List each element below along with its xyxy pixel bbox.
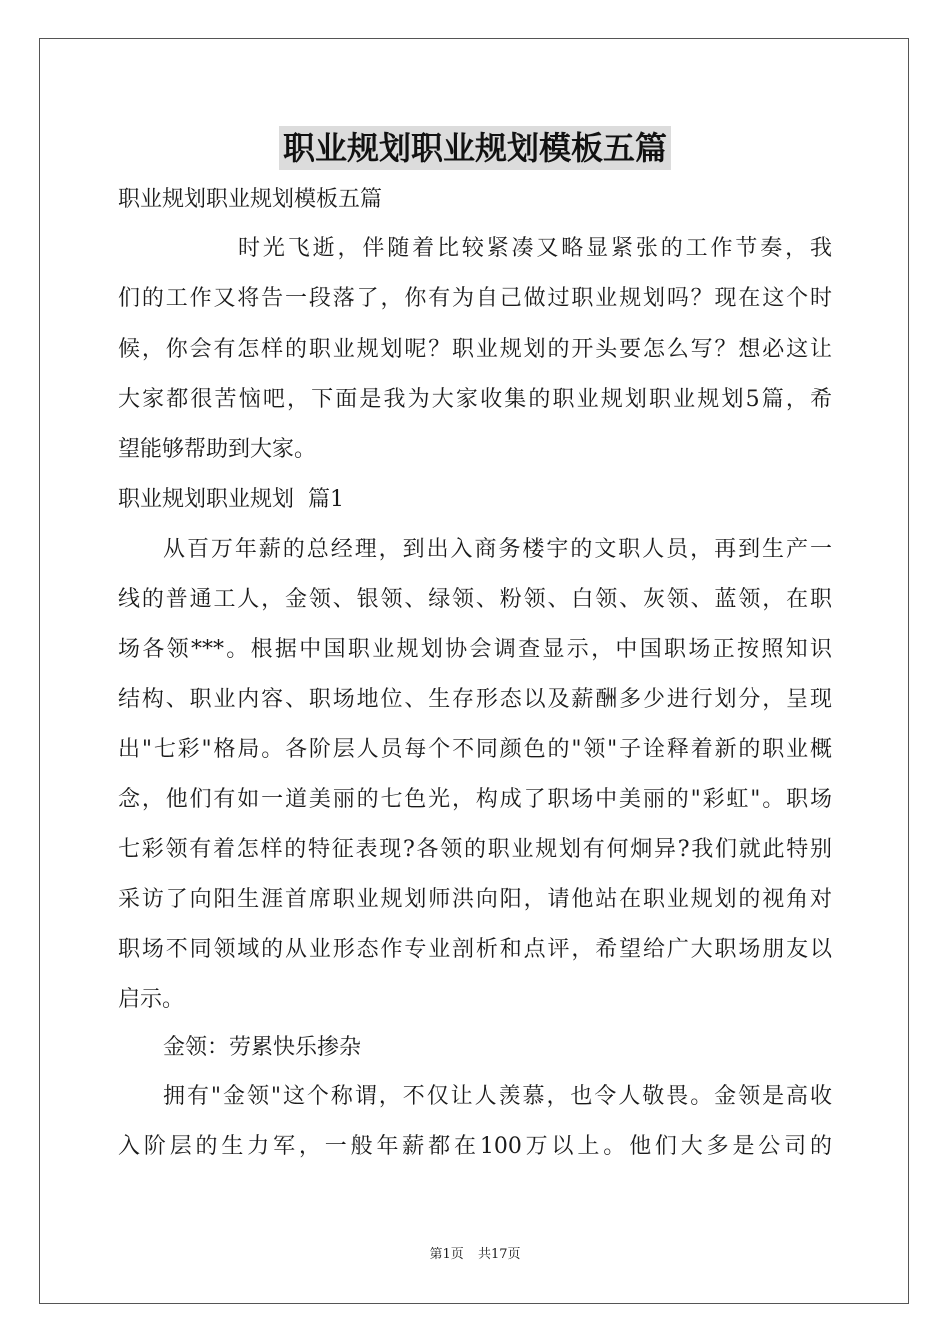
subheading: 金领：劳累快乐掺杂 (163, 1035, 362, 1060)
page-footer (0, 1246, 950, 1264)
section-heading: 职业规划职业规划 篇1 (118, 487, 344, 512)
paragraph-line: 场各领***。根据中国职业规划协会调查显示，中国职场正按照知识 (118, 637, 832, 662)
paragraph-line: 念，他们有如一道美丽的七色光，构成了职场中美丽的"彩虹"。职场 (118, 787, 832, 812)
paragraph-line: 出"七彩"格局。各阶层人员每个不同颜色的"领"子诠释着新的职业概 (118, 737, 832, 762)
paragraph-line: 入阶层的生力军，一般年薪都在100万以上。他们大多是公司的 (118, 1134, 832, 1159)
paragraph-line: 从百万年薪的总经理，到出入商务楼宇的文职人员，再到生产一 (163, 537, 832, 562)
paragraph-line: 职场不同领域的从业形态作专业剖析和点评，希望给广大职场朋友以 (118, 937, 832, 962)
title-wrap (0, 126, 950, 170)
intro-line: 大家都很苦恼吧，下面是我为大家收集的职业规划职业规划5篇，希 (118, 387, 832, 412)
page-total: 共17页 (477, 1247, 521, 1262)
document-subtitle: 职业规划职业规划模板五篇 (118, 187, 383, 212)
paragraph-line: 采访了向阳生涯首席职业规划师洪向阳，请他站在职业规划的视角对 (118, 887, 832, 912)
document-title: 职业规划职业规划模板五篇 (279, 126, 671, 170)
paragraph-line: 启示。 (118, 987, 185, 1012)
paragraph-line: 七彩领有着怎样的特征表现?各领的职业规划有何炯异?我们就此特别 (118, 837, 832, 862)
intro-line: 们的工作又将告一段落了，你有为自己做过职业规划吗？现在这个时 (118, 286, 832, 311)
paragraph-line: 结构、职业内容、职场地位、生存形态以及薪酬多少进行划分，呈现 (118, 687, 832, 712)
intro-line: 时光飞逝，伴随着比较紧凑又略显紧张的工作节奏，我 (238, 236, 832, 261)
page-number: 第1页 (429, 1247, 464, 1262)
page-border (39, 38, 909, 1304)
intro-line: 候，你会有怎样的职业规划呢？职业规划的开头要怎么写？想必这让 (118, 337, 832, 362)
intro-line: 望能够帮助到大家。 (118, 437, 317, 462)
paragraph-line: 拥有"金领"这个称谓，不仅让人羡慕，也令人敬畏。金领是高收 (163, 1084, 832, 1109)
paragraph-line: 线的普通工人，金领、银领、绿领、粉领、白领、灰领、蓝领，在职 (118, 587, 832, 612)
